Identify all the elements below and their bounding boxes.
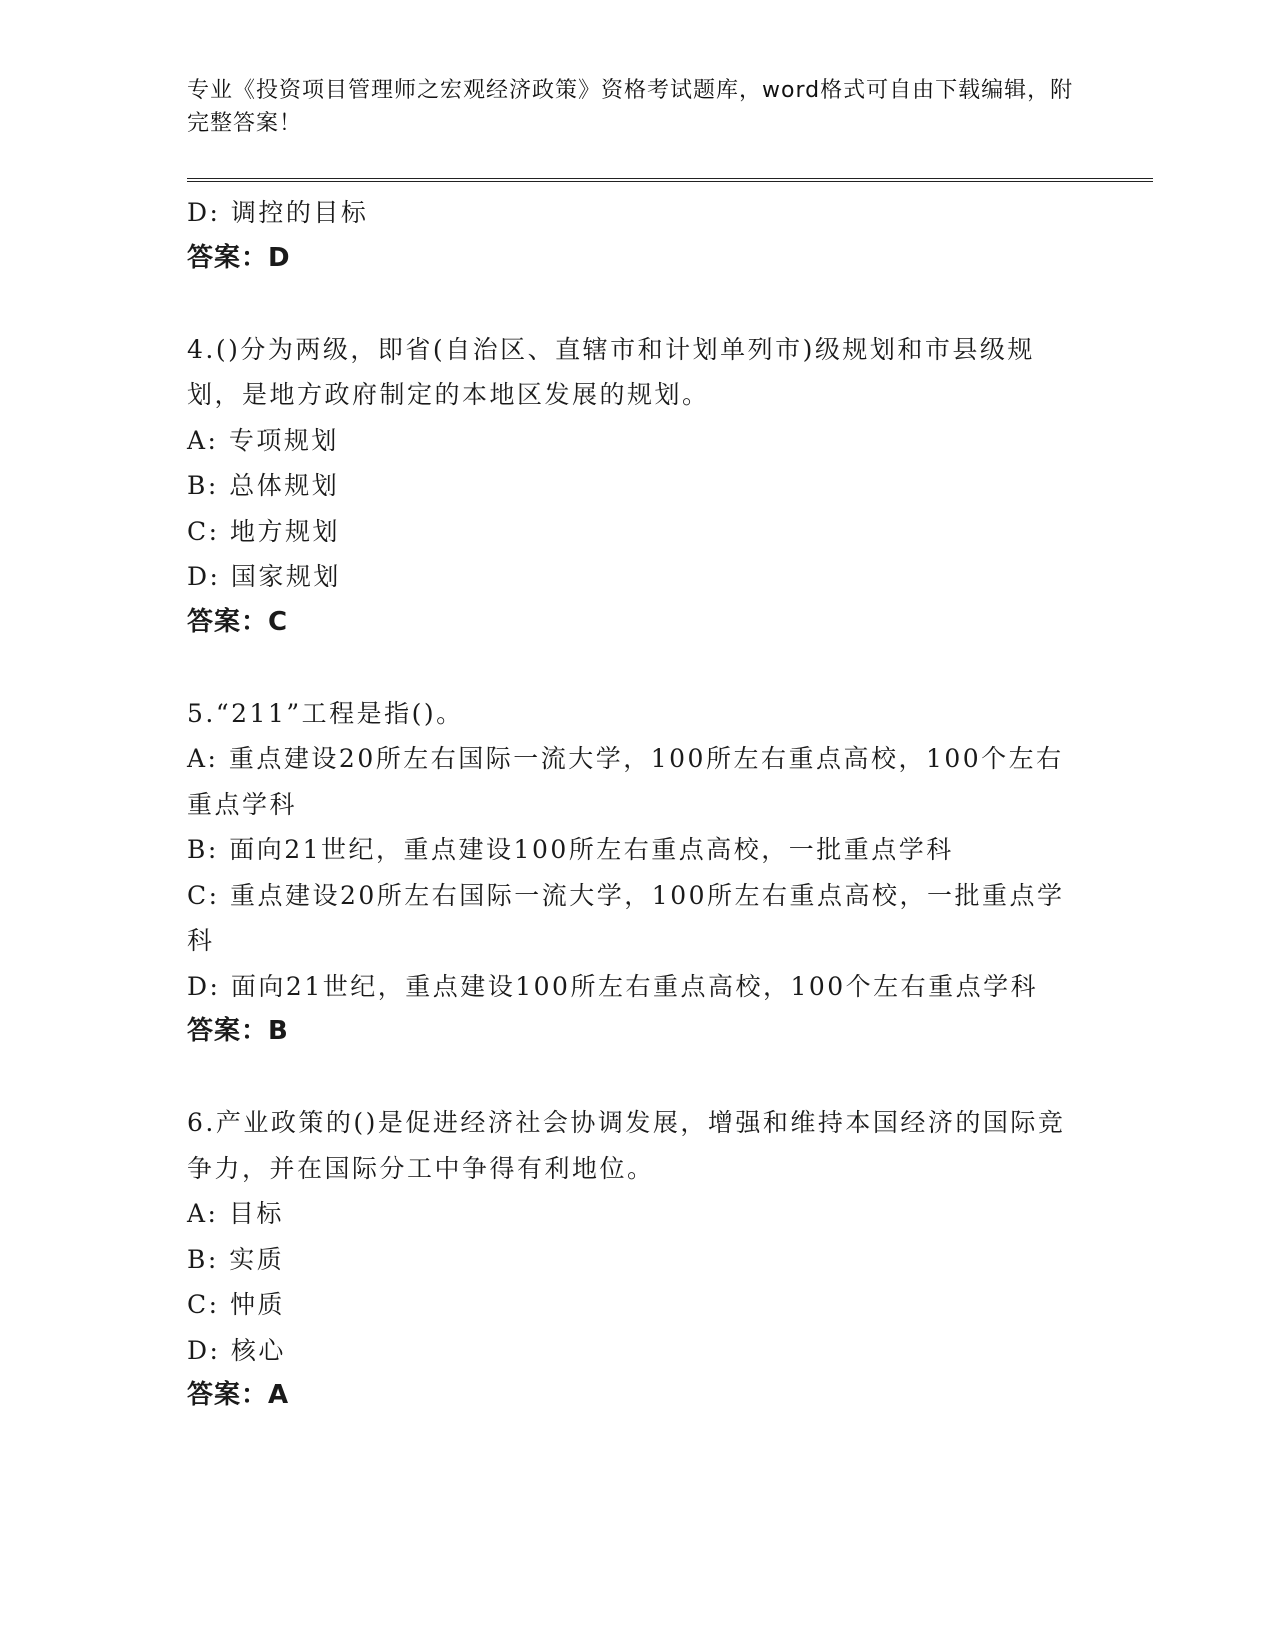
answer-label: 答案：C (187, 606, 289, 637)
option-a: A: 目标 (187, 1199, 284, 1228)
question-stem: 5.“211”工程是指()。 (187, 698, 464, 728)
spacer (187, 281, 1087, 327)
answer-label: 答案：A (187, 1380, 290, 1410)
option-c: C: 忡质 (187, 1290, 285, 1319)
option-c: C: 地方规划 (187, 516, 340, 546)
answer-label: 答案：D (187, 242, 291, 273)
answer-label: 答案：B (187, 1016, 289, 1046)
option-a: A: 专项规划 (187, 425, 339, 455)
option-d: D: 核心 (187, 1335, 286, 1365)
question-4 (187, 327, 1087, 646)
option-b: B: 实质 (187, 1244, 285, 1274)
question-3-tail (187, 190, 1087, 281)
document-header (187, 74, 1087, 140)
question-stem: 6.产业政策的()是促进经济社会协调发展，增强和维持本国经济的国际竞争力，并在国际分工中争得有利地位。 (187, 1108, 1066, 1183)
option-c: C: 重点建设20所左右国际一流大学，100所左右重点高校，一批重点学科 (187, 880, 1065, 955)
question-stem: 4.()分为两级，即省(自治区、直辖市和计划单列市)级规划和市县级规划，是地方政府制定的本地区发展的规划。 (187, 334, 1035, 409)
question-6 (187, 1100, 1087, 1419)
question-content (187, 190, 1087, 1419)
option-b: B: 面向21世纪，重点建设100所左右重点高校，一批重点学科 (187, 835, 954, 864)
option-a: A: 重点建设20所左右国际一流大学，100所左右重点高校，100个左右重点学科 (187, 744, 1064, 819)
question-5 (187, 691, 1087, 1055)
spacer (187, 1055, 1087, 1101)
option-b: B: 总体规划 (187, 471, 340, 500)
header-divider (187, 178, 1153, 182)
header-text: 专业《投资项目管理师之宏观经济政策》资格考试题库，word格式可自由下载编辑，附完整答案！ (187, 78, 1074, 136)
option-d: D: 面向21世纪，重点建设100所左右重点高校，100个左右重点学科 (187, 971, 1039, 1001)
option-d: D: 国家规划 (187, 562, 341, 591)
option-d: D: 调控的目标 (187, 198, 369, 227)
spacer (187, 645, 1087, 691)
